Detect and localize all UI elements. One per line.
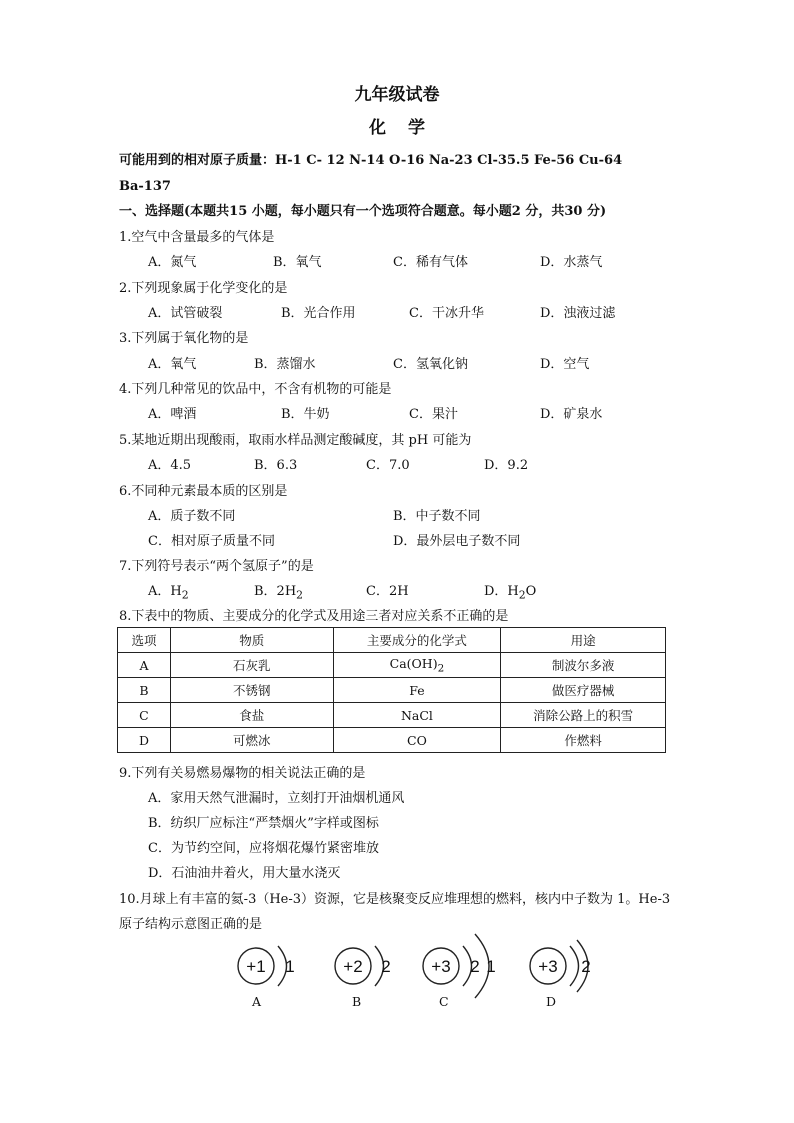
option: B．$2H_2$ [254,584,304,602]
option: C．相对原子质量不同 [148,534,275,549]
table-cell: 做医疗器械 [501,678,666,703]
option: B．光合作用 [281,306,356,321]
option: B．牛奶 [281,407,330,422]
table-cell: CO [333,728,501,753]
option: A．氧气 [148,357,197,372]
atomic-masses-line2: Ba-137 [119,179,171,194]
exam-title: 九年级试卷 [354,85,440,105]
option: C．氢氧化钠 [393,357,468,372]
table-cell: $Ca(OH)_2$ [333,653,501,678]
electron-count: 2 [381,957,391,976]
shell-arc-d1 [570,946,579,986]
subject-title: 化学 [369,118,447,138]
table-cell: 石灰乳 [170,653,333,678]
answer-table [117,627,666,753]
table-header-cell: 主要成分的化学式 [333,628,501,653]
option: B．蒸馏水 [254,357,316,372]
table-cell: 消除公路上的积雪 [501,703,666,728]
option: B．氧气 [273,255,322,270]
nucleus-charge: +2 [343,957,363,976]
table-cell: 作燃料 [501,728,666,753]
section-heading: 一、选择题(本题共15 小题，每小题只有一个选项符合题意。每小题2 分，共30 分) [119,204,607,219]
option: C．为节约空间，应将烟花爆竹紧密堆放 [148,841,379,856]
option: A．4.5 [148,458,192,473]
option: A．氮气 [148,255,197,270]
table-row [118,653,666,678]
table-row [118,728,666,753]
option: C．2H [366,584,409,599]
table-cell: A [118,653,171,678]
option: D．浊液过滤 [540,306,616,321]
table-cell: 制波尔多液 [501,653,666,678]
option: C．干冰升华 [409,306,484,321]
option: D．矿泉水 [540,407,603,422]
diagram-label-d: D [546,994,557,1009]
electron-count: 2 [581,957,591,976]
table-cell: B [118,678,171,703]
option: C．7.0 [366,458,410,473]
table-header-cell: 物质 [170,628,333,653]
question-stem: 4.下列几种常见的饮品中，不含有机物的可能是 [119,382,392,397]
nucleus-charge: +3 [538,957,558,976]
option: A．家用天然气泄漏时，立刻打开油烟机通风 [148,791,405,806]
table-cell: NaCl [333,703,501,728]
option: D．最外层电子数不同 [393,534,521,549]
table-cell: 食盐 [170,703,333,728]
option: C．稀有气体 [393,255,468,270]
question-stem: 10.月球上有丰富的氦-3（He-3）资源，它是核聚变反应堆理想的燃料，核内中子数为 1。He-3 [119,892,671,907]
table-row [118,678,666,703]
nucleus-charge: +1 [246,957,266,976]
diagram-label-b: B [352,994,362,1009]
option: D．空气 [540,357,590,372]
option: A．质子数不同 [148,509,236,524]
option: D．水蒸气 [540,255,603,270]
option: D．$H_2O$ [484,584,537,602]
option: B．6.3 [254,458,298,473]
question-stem: 8.下表中的物质、主要成分的化学式及用途三者对应关系不正确的是 [119,609,509,624]
option: A．啤酒 [148,407,197,422]
table-header-cell: 选项 [118,628,171,653]
option: B．中子数不同 [393,509,481,524]
table-cell: Fe [333,678,501,703]
question-stem: 1.空气中含量最多的气体是 [119,230,275,245]
option: D．9.2 [484,458,529,473]
atomic-masses-line1: 可能用到的相对原子质量：H-1 C- 12 N-14 O-16 Na-23 Cl-35.5 Fe-56 Cu-64 [119,153,623,168]
diagram-label-c: C [439,994,449,1009]
table-row [118,703,666,728]
nucleus-charge: +3 [431,957,451,976]
question-stem-continued: 原子结构示意图正确的是 [119,917,263,932]
diagram-label-a: A [252,994,262,1009]
electron-count: 1 [486,957,496,976]
atom-structure-diagrams [225,930,605,1000]
electron-count: 1 [285,957,295,976]
option: A．$H_2$ [148,584,189,602]
option: D．石油油井着火，用大量水浇灭 [148,866,341,881]
option: C．果汁 [409,407,458,422]
question-stem: 2.下列现象属于化学变化的是 [119,281,288,296]
table-header-row [118,628,666,653]
option: A．试管破裂 [148,306,223,321]
table-cell: 不锈钢 [170,678,333,703]
question-stem: 3.下列属于氧化物的是 [119,331,249,346]
question-stem: 5.某地近期出现酸雨，取雨水样品测定酸碱度，其 pH 可能为 [119,433,472,448]
question-stem: 6.不同种元素最本质的区别是 [119,484,288,499]
option: B．纺织厂应标注“严禁烟火”字样或图标 [148,816,379,831]
electron-count: 2 [470,957,480,976]
table-cell: 可燃冰 [170,728,333,753]
table-header-cell: 用途 [501,628,666,653]
question-stem: 9.下列有关易燃易爆物的相关说法正确的是 [119,766,366,781]
table-cell: C [118,703,171,728]
table-cell: D [118,728,171,753]
question-stem: 7.下列符号表示“两个氢原子”的是 [119,559,314,574]
